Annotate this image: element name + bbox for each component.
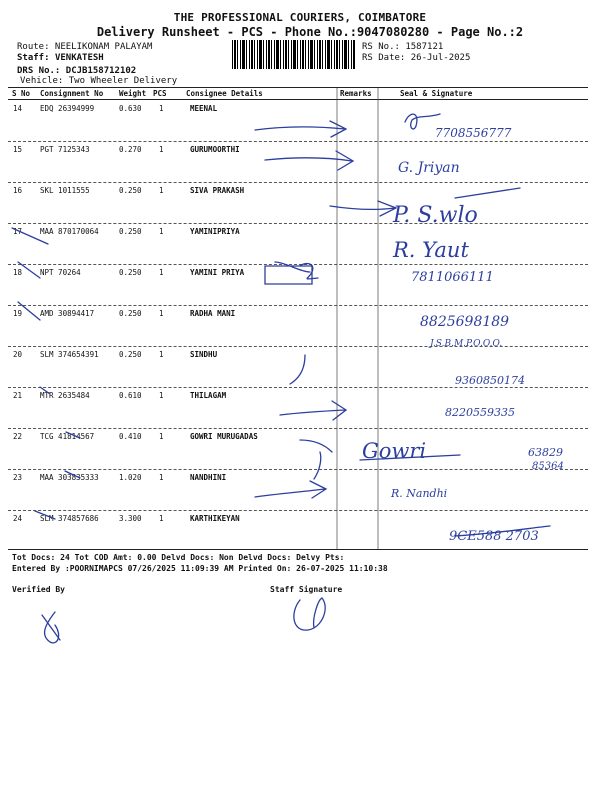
row-pcs: 1: [159, 432, 164, 441]
row-weight: 0.250: [119, 227, 142, 236]
row-weight: 0.410: [119, 432, 142, 441]
col-pcs: PCS: [153, 89, 167, 98]
staff-signature: [294, 598, 325, 630]
row-consignment-no: MAA 303835333: [40, 473, 99, 482]
row-consignment-no: MTR 2635484: [40, 391, 90, 400]
vehicle-text: Vehicle: Two Wheeler Delivery: [20, 76, 178, 86]
row-weight: 0.250: [119, 350, 142, 359]
staff-signature-label: Staff Signature: [270, 585, 343, 594]
hw-22b: 63829: [528, 446, 563, 459]
arrow-16: [330, 201, 396, 216]
row-consignment-no: MAA 870170064: [40, 227, 99, 236]
hw-15: G. Jriyan: [398, 160, 460, 176]
arrow-21: [280, 401, 346, 420]
drs-label: DRS No.:: [17, 66, 61, 76]
drs-value: DCJB158712102: [65, 66, 137, 76]
row-weight: 0.250: [119, 309, 142, 318]
row-divider: [8, 264, 588, 265]
signature-14: [405, 114, 440, 129]
row-pcs: 1: [159, 145, 164, 154]
col-sno: S No: [12, 89, 31, 98]
row-pcs: 1: [159, 227, 164, 236]
rs-date: RS Date: 26-Jul-2025: [362, 53, 471, 63]
row-consignee-name: RADHA MANI: [190, 309, 236, 318]
row-pcs: 1: [159, 391, 164, 400]
staff-info: [17, 53, 104, 63]
col-weight: Weight: [119, 89, 147, 98]
row-consignment-no: EDQ 26394999: [40, 104, 95, 113]
row-sno: 24: [13, 514, 23, 523]
hw-17: R. Yaut: [393, 238, 469, 262]
col-seal-signature: Seal & Signature: [400, 89, 473, 98]
row-weight: 0.270: [119, 145, 142, 154]
company-name: THE PROFESSIONAL COURIERS, COIMBATORE: [173, 11, 427, 24]
hw-21: 8220559335: [445, 406, 515, 419]
scribble-18: [300, 264, 318, 279]
row-consignee-name: YAMINI PRIYA: [190, 268, 245, 277]
header-rule: [8, 99, 588, 100]
row-pcs: 1: [159, 309, 164, 318]
row-pcs: 1: [159, 514, 164, 523]
hw-19b: J.S.B.M.P.O.O.O.: [430, 339, 503, 349]
hw-23: R. Nandhi: [391, 487, 448, 500]
row-sno: 21: [13, 391, 23, 400]
row-sno: 17: [13, 227, 23, 236]
row-consignment-no: SLM 374857686: [40, 514, 99, 523]
row-sno: 22: [13, 432, 23, 441]
hw-18: 7811066111: [411, 270, 494, 285]
table-top-rule: [8, 87, 588, 88]
row-weight: 0.250: [119, 186, 142, 195]
strike-16: [455, 188, 520, 198]
rs-number: RS No.: 1587121: [362, 42, 444, 52]
underline-24: [455, 526, 550, 536]
row-divider: [8, 223, 588, 224]
staff-label: Staff:: [17, 53, 50, 63]
row-divider: [8, 346, 588, 347]
hw-16: P. S.wlo: [393, 203, 478, 228]
hw-22a: Gowri: [362, 439, 427, 463]
table-bottom-rule: [8, 549, 588, 550]
col-consignee: Consignee Details: [186, 89, 263, 98]
route-text: Route: NEELIKONAM PALAYAM: [17, 42, 153, 52]
arrow-14: [255, 121, 346, 137]
staff-value: VENKATESH: [54, 53, 104, 63]
totals-line: Tot Docs: 24 Tot COD Amt: 0.00 Delvd Docs: Non Delvd Docs: Delvy Pts:: [12, 553, 345, 562]
row-sno: 16: [13, 186, 23, 195]
verified-signature: [42, 612, 60, 643]
row-consignee-name: SINDHU: [190, 350, 218, 359]
row-pcs: 1: [159, 268, 164, 277]
row-weight: 3.300: [119, 514, 142, 523]
row-weight: 0.250: [119, 268, 142, 277]
row-consignment-no: PGT 7125343: [40, 145, 90, 154]
row-pcs: 1: [159, 350, 164, 359]
hook-20: [290, 355, 305, 384]
row-consignee-name: YAMINIPRIYA: [190, 227, 240, 236]
row-consignment-no: AMD 30894417: [40, 309, 95, 318]
row-sno: 18: [13, 268, 23, 277]
hw-19a: 8825698189: [420, 314, 510, 330]
row-consignee-name: SIVA PRAKASH: [190, 186, 245, 195]
row-pcs: 1: [159, 473, 164, 482]
row-consignee-name: KARTHIKEYAN: [190, 514, 240, 523]
row-divider: [8, 141, 588, 142]
arrow-15: [265, 151, 353, 170]
verified-by-label: Verified By: [12, 585, 65, 594]
row-divider: [8, 387, 588, 388]
row-sno: 20: [13, 350, 23, 359]
row-divider: [8, 305, 588, 306]
arrow-22: [300, 440, 332, 479]
drs-info: [17, 66, 136, 76]
row-sno: 23: [13, 473, 23, 482]
row-weight: 1.020: [119, 473, 142, 482]
row-sno: 15: [13, 145, 23, 154]
row-sno: 14: [13, 104, 23, 113]
row-consignee-name: MEENAL: [190, 104, 218, 113]
row-consignment-no: SKL 1011555: [40, 186, 90, 195]
row-divider: [8, 510, 588, 511]
arrow-23: [255, 481, 326, 498]
row-consignment-no: TCG 41814567: [40, 432, 95, 441]
col-consignment: Consignment No: [40, 89, 104, 98]
row-sno: 19: [13, 309, 23, 318]
hw-24: 9CE588 2703: [449, 529, 539, 544]
row-pcs: 1: [159, 104, 164, 113]
row-consignee-name: GURUMOORTHI: [190, 145, 240, 154]
row-pcs: 1: [159, 186, 164, 195]
runsheet-title: Delivery Runsheet - PCS - Phone No.:9047080280 - Page No.:2: [96, 25, 524, 39]
row-consignee-name: GOWRI MURUGADAS: [190, 432, 258, 441]
hw-22c: 85364: [532, 461, 564, 472]
row-consignment-no: SLM 374654391: [40, 350, 99, 359]
row-weight: 0.610: [119, 391, 142, 400]
row-divider: [8, 469, 588, 470]
row-divider: [8, 182, 588, 183]
row-divider: [8, 428, 588, 429]
hw-14: 7708556777: [435, 126, 512, 140]
row-weight: 0.630: [119, 104, 142, 113]
box-18: [265, 262, 312, 284]
underline-22: [360, 455, 460, 460]
col-remarks: Remarks: [340, 89, 372, 98]
row-consignee-name: NANDHINI: [190, 473, 227, 482]
row-consignee-name: THILAGAM: [190, 391, 227, 400]
entered-line: Entered By :POORNIMAPCS 07/26/2025 11:09:39 AM Printed On: 26-07-2025 11:10:38: [12, 564, 388, 573]
hw-20: 9360850174: [455, 374, 525, 387]
row-consignment-no: NPT 70264: [40, 268, 81, 277]
barcode: [232, 40, 356, 69]
